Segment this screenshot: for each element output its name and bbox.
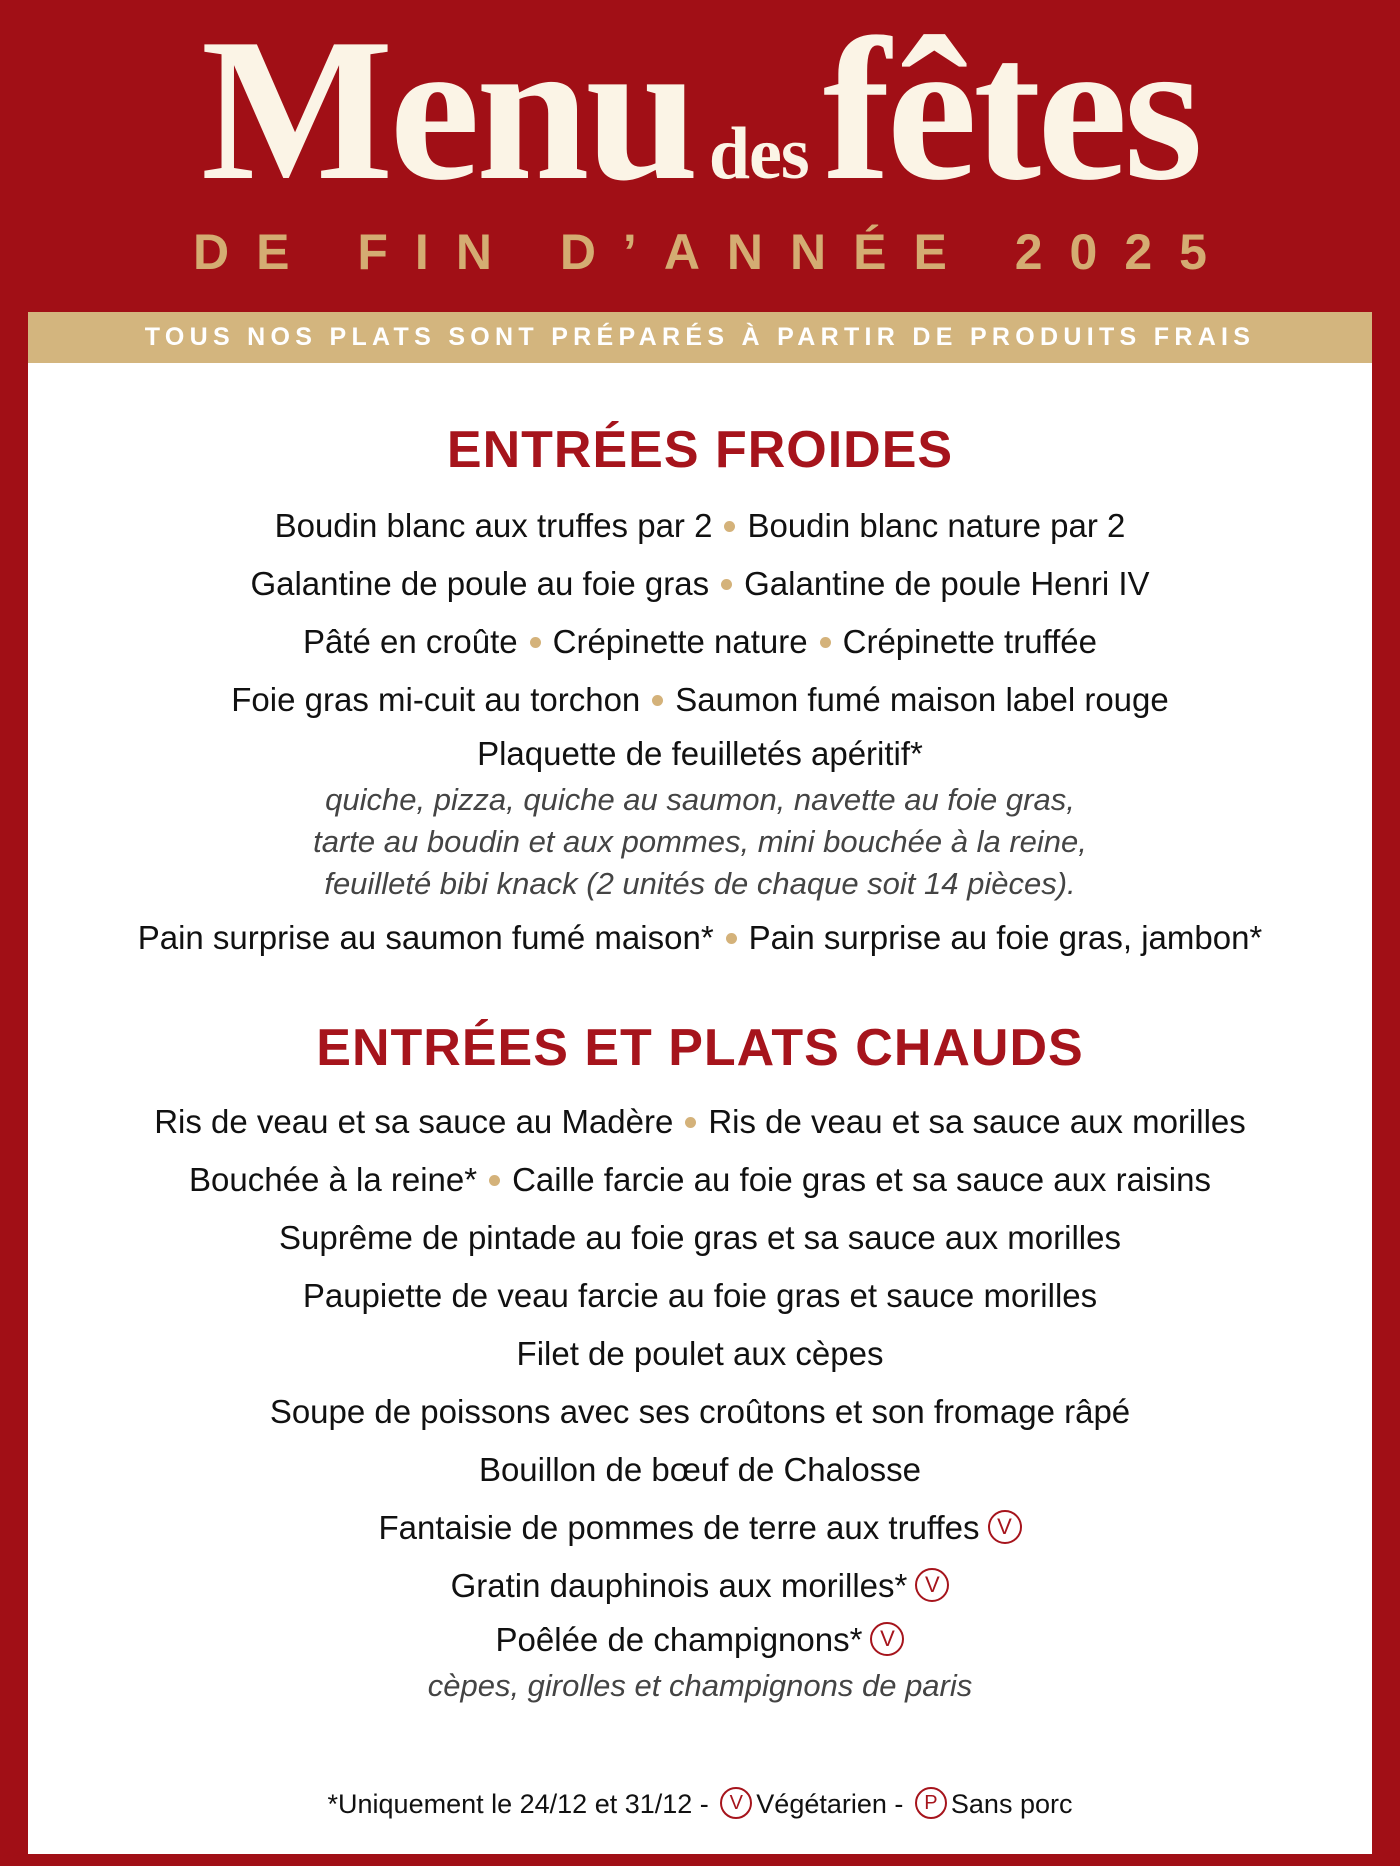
bullet-icon xyxy=(530,637,541,648)
vegetarian-icon: V xyxy=(870,1622,904,1656)
dish: Fantaisie de pommes de terre aux truffes xyxy=(378,1509,980,1546)
bullet-icon xyxy=(820,637,831,648)
menu-line: Filet de poulet aux cèpes xyxy=(516,1335,884,1372)
dish: Ris de veau et sa sauce aux morilles xyxy=(708,1103,1246,1140)
menu-line xyxy=(28,1151,1372,1209)
footnote xyxy=(28,1789,1372,1822)
menu-line xyxy=(28,1093,1372,1151)
dish: Pain surprise au foie gras, jambon* xyxy=(748,919,1263,956)
fresh-products-banner: TOUS NOS PLATS SONT PRÉPARÉS À PARTIR DE PRODUITS FRAIS xyxy=(28,312,1372,363)
menu-line xyxy=(28,1557,1372,1615)
bullet-icon xyxy=(721,579,732,590)
dish: Foie gras mi-cuit au torchon xyxy=(231,681,641,718)
title-fetes: fêtes xyxy=(822,0,1200,223)
pork-free-icon: P xyxy=(915,1787,947,1819)
menu-line xyxy=(28,1499,1372,1557)
dish: Boudin blanc nature par 2 xyxy=(747,507,1126,544)
bullet-icon xyxy=(726,933,737,944)
menu-line: Bouillon de bœuf de Chalosse xyxy=(478,1451,922,1488)
dish: Crépinette truffée xyxy=(842,623,1098,660)
dish: Poêlée de champignons* xyxy=(495,1621,863,1658)
subtitle: DE FIN D’ANNÉE 2025 xyxy=(193,224,1234,280)
dish: Boudin blanc aux truffes par 2 xyxy=(274,507,713,544)
dish-note: feuilleté bibi knack (2 unités de chaque soit 14 pièces). xyxy=(324,866,1076,901)
dish-note: quiche, pizza, quiche au saumon, navette au foie gras, xyxy=(325,782,1075,817)
dish: Saumon fumé maison label rouge xyxy=(675,681,1169,718)
vegetarian-icon: V xyxy=(988,1510,1022,1544)
dish: Pain surprise au saumon fumé maison* xyxy=(137,919,714,956)
dish: Galantine de poule au foie gras xyxy=(250,565,710,602)
dish-note: cèpes, girolles et champignons de paris xyxy=(427,1668,973,1703)
dish: Ris de veau et sa sauce au Madère xyxy=(154,1103,674,1140)
menu-line xyxy=(28,1615,1372,1665)
section-title-hot: ENTRÉES ET PLATS CHAUDS xyxy=(316,1019,1084,1077)
vegetarian-icon: V xyxy=(720,1787,752,1819)
bullet-icon xyxy=(652,695,663,706)
menu-line xyxy=(28,909,1372,967)
dish: Galantine de poule Henri IV xyxy=(744,565,1150,602)
menu-line xyxy=(28,671,1372,729)
dish: Crépinette nature xyxy=(552,623,808,660)
menu-line: Suprême de pintade au foie gras et sa sauce aux morilles xyxy=(279,1219,1121,1256)
bullet-icon xyxy=(489,1175,500,1186)
menu-line xyxy=(28,555,1372,613)
dish: Bouchée à la reine* xyxy=(189,1161,478,1198)
title-menu: Menu xyxy=(200,0,695,223)
menu-line xyxy=(28,497,1372,555)
footnote-availability: *Uniquement le 24/12 et 31/12 - xyxy=(327,1789,709,1819)
footnote-vegetarian: Végétarien - xyxy=(756,1789,904,1819)
bullet-icon xyxy=(724,521,735,532)
section-title-cold: ENTRÉES FROIDES xyxy=(446,421,954,479)
dish: Gratin dauphinois aux morilles* xyxy=(450,1567,908,1604)
dish: Caille farcie au foie gras et sa sauce aux raisins xyxy=(512,1161,1211,1198)
title-des: des xyxy=(708,113,809,195)
menu-panel xyxy=(28,363,1372,1854)
bullet-icon xyxy=(685,1117,696,1128)
menu-line: Plaquette de feuilletés apéritif* xyxy=(477,735,923,772)
menu-line xyxy=(28,613,1372,671)
vegetarian-icon: V xyxy=(915,1568,949,1602)
dish-note: tarte au boudin et aux pommes, mini bouchée à la reine, xyxy=(313,824,1087,859)
menu-line: Soupe de poissons avec ses croûtons et son fromage râpé xyxy=(269,1393,1131,1430)
footnote-pork-free: Sans porc xyxy=(950,1789,1073,1819)
menu-line: Paupiette de veau farcie au foie gras et sauce morilles xyxy=(302,1277,1098,1314)
dish: Pâté en croûte xyxy=(302,623,518,660)
